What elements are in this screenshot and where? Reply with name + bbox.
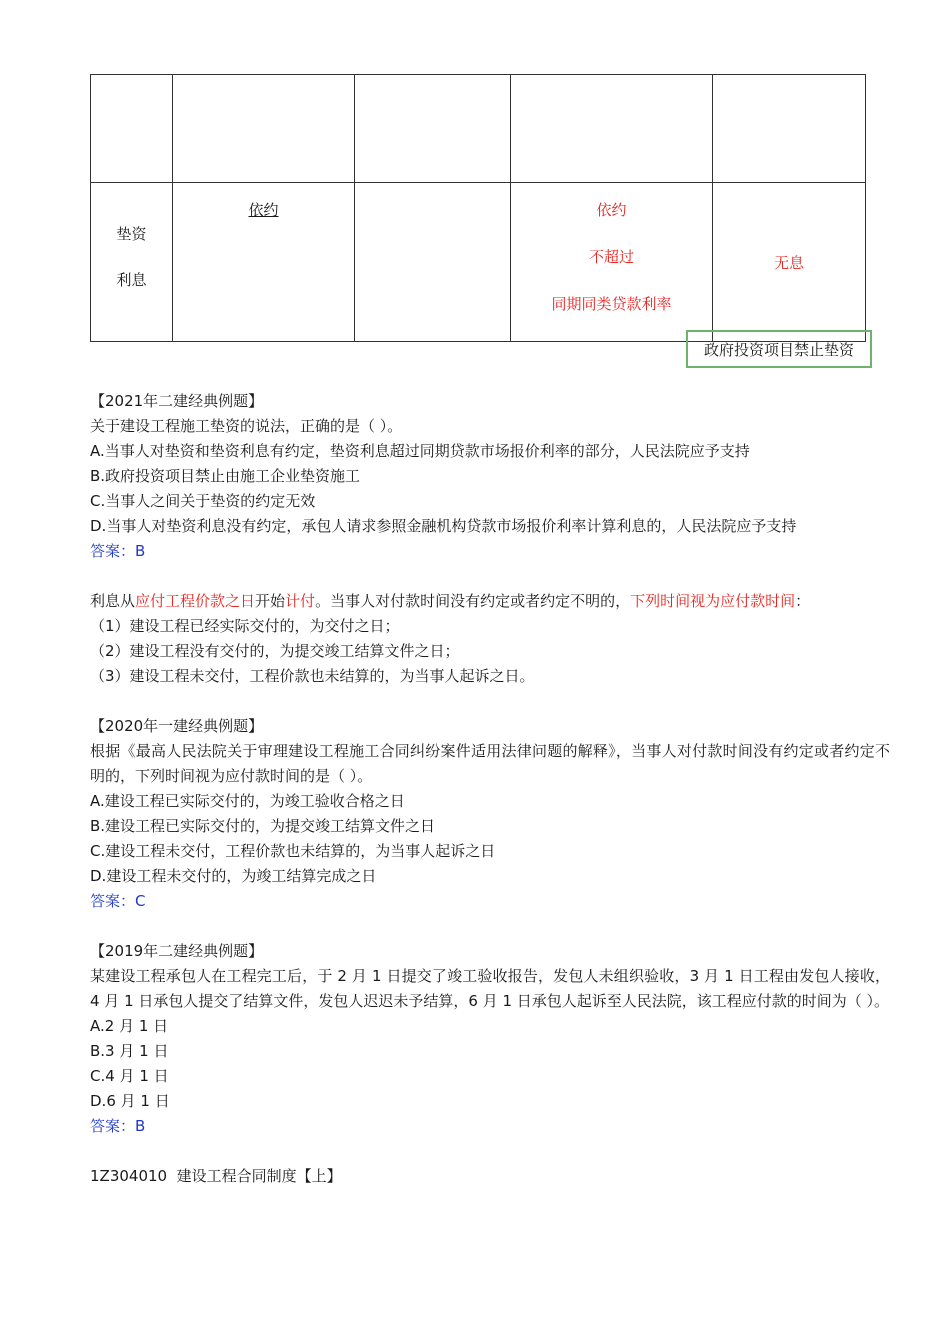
highlight: 应付工程价款之日 [135,592,256,610]
option: C.当事人之间关于垫资的约定无效 [90,492,316,510]
cell-line: 不超过 [588,248,634,266]
text: 利息从 [90,592,136,610]
text: ： [795,592,811,610]
option: D.当事人对垫资利息没有约定，承包人请求参照金融机构贷款市场报价利率计算利息的，人民法院应予支持 [90,517,797,535]
option: A.建设工程已实际交付的，为竣工验收合格之日 [90,792,405,810]
list-item: （2）建设工程没有交付的，为提交竣工结算文件之日； [90,642,460,660]
row-label-line: 利息 [116,271,147,289]
table-cell [713,75,866,183]
option: A.2 月 1 日 [90,1017,169,1035]
table-cell [511,75,713,183]
option: D.6 月 1 日 [90,1092,170,1110]
example-question: 关于建设工程施工垫资的说法，正确的是（ ）。 [90,417,403,435]
example-title: 【2020年一建经典例题】 [90,717,264,735]
example-title: 【2019年二建经典例题】 [90,942,264,960]
option: A.当事人对垫资和垫资利息有约定，垫资利息超过同期贷款市场报价利率的部分，人民法院应予支持 [90,442,750,460]
text: 开始 [255,592,286,610]
answer: 答案：C [90,892,146,910]
option: B.3 月 1 日 [90,1042,169,1060]
list-item: （3）建设工程未交付，工程价款也未结算的，为当事人起诉之日。 [90,667,535,685]
row-label-cell [91,183,173,342]
table-row-header [91,75,866,183]
table-cell [173,183,355,342]
cell-text: 依约 [248,201,279,219]
document-body [90,389,890,1189]
section-footer: 1Z304010 建设工程合同制度【上】 [90,1167,342,1185]
table-cell [355,75,511,183]
example-question: 某建设工程承包人在工程完工后，于 2 月 1 日提交了竣工验收报告，发包人未组织验收，3 月 1 日工程由发包人接收，4 月 1 日承包人提交了结算文件，发包人迟迟未予结算，6 月 1 日承包人起诉至人民法院，该工程应付款的时间为（ ）。 [90,967,890,1010]
cell-line: 同期同类贷款利率 [551,295,672,313]
interest-rule [90,589,890,614]
table-cell [713,183,866,342]
note-box: 政府投资项目禁止垫资 [686,330,872,368]
option: C.4 月 1 日 [90,1067,169,1085]
option: B.建设工程已实际交付的，为提交竣工结算文件之日 [90,817,436,835]
cell-text: 无息 [773,253,804,272]
highlight: 下列时间视为应付款时间 [630,592,796,610]
table-cell [173,75,355,183]
option: B.政府投资项目禁止由施工企业垫资施工 [90,467,361,485]
comparison-table [90,74,866,342]
option: D.建设工程未交付的，为竣工结算完成之日 [90,867,377,885]
answer: 答案：B [90,542,146,560]
example-question: 根据《最高人民法院关于审理建设工程施工合同纠纷案件适用法律问题的解释》，当事人对付款时间没有约定或者约定不明的，下列时间视为应付款时间的是（ ）。 [90,742,890,785]
table-cell [355,183,511,342]
example-title: 【2021年二建经典例题】 [90,392,264,410]
table-row-interest [91,183,866,342]
cell-line: 依约 [596,201,627,219]
text: 。当事人对付款时间没有约定或者约定不明的， [315,592,631,610]
answer: 答案：B [90,1117,146,1135]
table-cell [91,75,173,183]
table-cell [511,183,713,342]
list-item: （1）建设工程已经实际交付的，为交付之日； [90,617,400,635]
option: C.建设工程未交付，工程价款也未结算的，为当事人起诉之日 [90,842,496,860]
highlight: 计付 [285,592,316,610]
row-label-line: 垫资 [116,225,147,243]
